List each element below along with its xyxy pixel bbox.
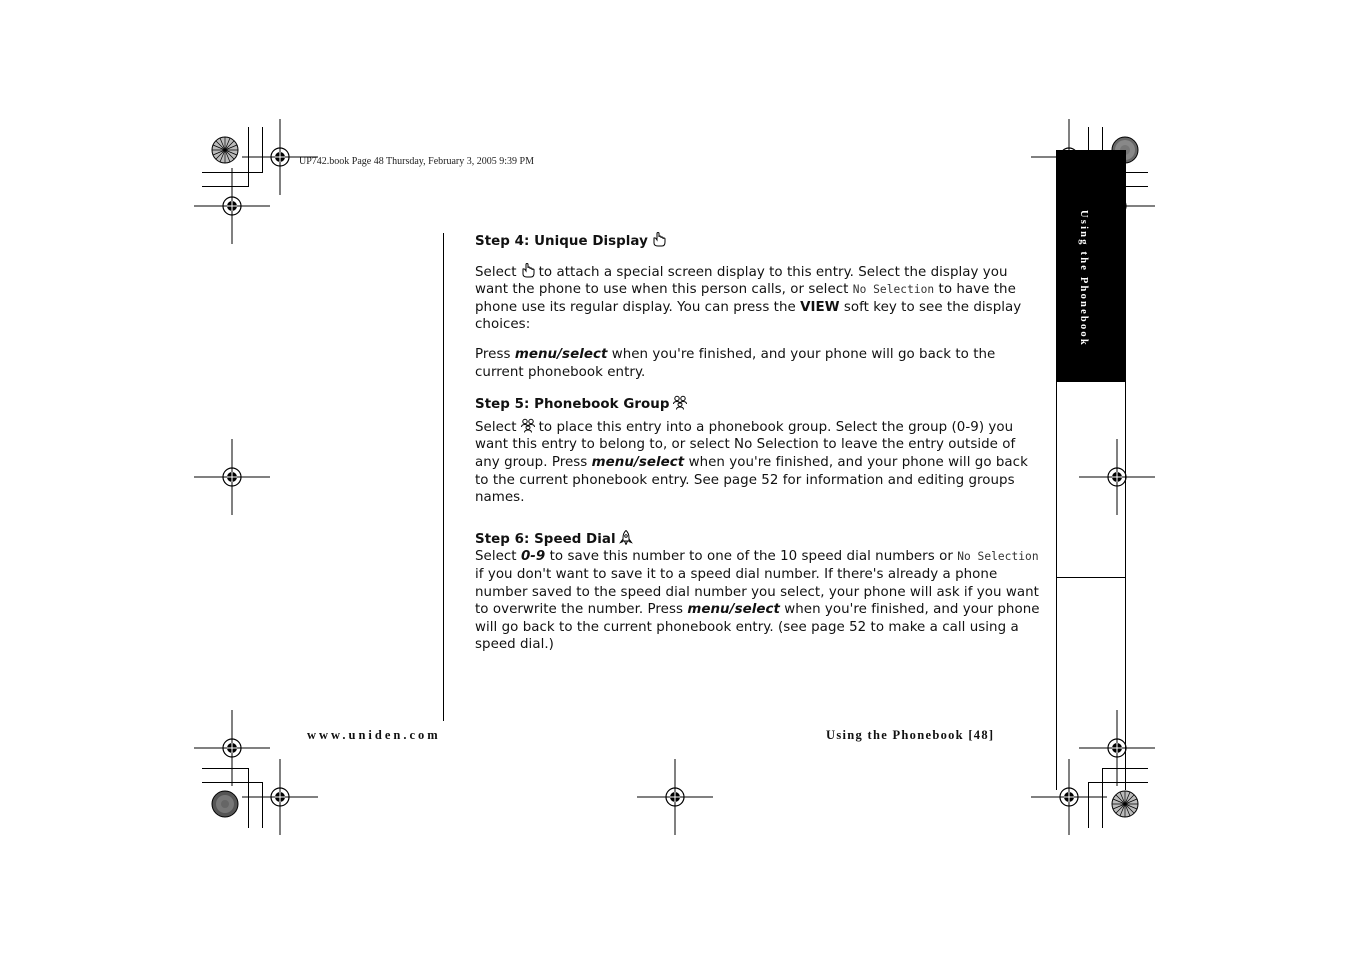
step4-heading <box>475 232 1043 251</box>
thumb-tab-divider <box>1056 577 1126 578</box>
hand-pointer-icon <box>651 232 667 247</box>
step5-heading-text: Step 5: Phonebook Group <box>475 397 670 413</box>
step6-p1-a: Select <box>475 549 517 565</box>
footer-section-page: Using the Phonebook [48] <box>826 728 995 742</box>
step6-heading <box>475 530 1043 549</box>
footer-website: www.uniden.com <box>307 728 441 742</box>
step5-heading <box>475 395 1043 414</box>
thumb-tab-label: Using the Phonebook <box>1078 210 1089 347</box>
view-key-label: VIEW <box>800 299 840 315</box>
step4-paragraph1 <box>475 263 1043 334</box>
step6-p1-b: to save this number to one of the 10 speed dial numbers or <box>549 549 953 565</box>
menu-select-key: menu/select <box>514 346 608 362</box>
step4-p1-a: Select <box>475 264 517 280</box>
step6-p1-c: if you don't want to save it to a speed dial number. If there's already a phone number saved to the speed dial number you select, your phone will ask if you want to overwrite the number. Press <box>475 566 1039 618</box>
print-header: UP742.book Page 48 Thursday, February 3, 2005 9:39 PM <box>299 156 534 167</box>
step4-p1-c: to have the phone use its regular display. You can press the <box>475 282 1016 315</box>
main-content <box>475 232 1043 654</box>
rocket-icon <box>619 530 633 545</box>
step4-p1-d: soft key to see the display choices: <box>475 299 1022 333</box>
step5-paragraph1 <box>475 418 1043 507</box>
step4-p2-a: Press <box>475 346 511 362</box>
menu-select-key: menu/select <box>591 454 685 470</box>
step5-p1-c: when you're finished, and your phone will go back to the current phonebook entry. See page 52 for information and editing groups names. <box>475 454 1028 506</box>
column-rule <box>443 233 444 721</box>
group-icon <box>672 395 688 410</box>
group-icon <box>520 418 536 433</box>
no-selection-label: No Selection <box>957 550 1039 564</box>
digit-keys-label: 0-9 <box>520 549 546 565</box>
step5-p1-b: to place this entry into a phonebook group. Select the group (0-9) you want this entry to belong to, or select No Selection to leave the entry outside of any group. Press <box>475 419 1016 470</box>
no-selection-label: No Selection <box>852 283 935 297</box>
step4-paragraph2 <box>475 346 1043 381</box>
thumb-tab <box>1056 150 1126 382</box>
step6-heading-text: Step 6: Speed Dial <box>475 531 616 547</box>
step4-p2-b: when you're finished, and your phone will go back to the current phonebook entry. <box>475 346 996 380</box>
step6-p1-d: when you're finished, and your phone will go back to the current phonebook entry. (see page 52 to make a call using a speed dial.) <box>475 602 1040 653</box>
step5-p1-a: Select <box>475 419 517 435</box>
step6-paragraph1 <box>475 548 1043 654</box>
hand-pointer-icon <box>520 263 536 278</box>
step4-p1-b: to attach a special screen display to this entry. Select the display you want the phone to use when this person calls, or select <box>475 264 1008 298</box>
step4-heading-text: Step 4: Unique Display <box>475 234 648 249</box>
menu-select-key: menu/select <box>687 602 780 618</box>
